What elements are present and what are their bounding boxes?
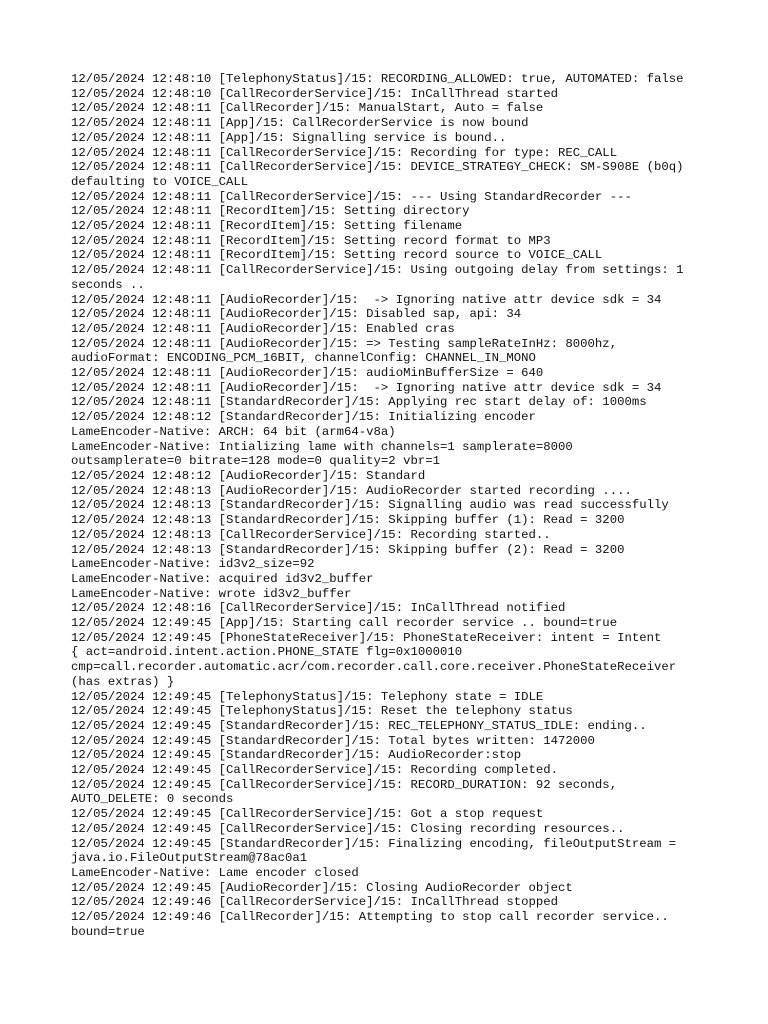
log-line: 12/05/2024 12:49:45 [TelephonyStatus]/15: Reset the telephony status — [71, 704, 573, 719]
log-line: LameEncoder-Native: Intializing lame with channels=1 samplerate=8000 — [71, 439, 573, 454]
log-line: 12/05/2024 12:48:16 [CallRecorderService]/15: InCallThread notified — [71, 601, 566, 616]
log-line: 12/05/2024 12:48:11 [CallRecorderService]/15: Recording for type: REC_CALL — [71, 145, 618, 160]
log-line: AUTO_DELETE: 0 seconds — [71, 792, 234, 807]
log-line: 12/05/2024 12:48:11 [CallRecorderService]/15: Using outgoing delay from settings: 1 — [71, 263, 684, 278]
log-line: 12/05/2024 12:48:11 [CallRecorder]/15: ManualStart, Auto = false — [71, 101, 544, 116]
log-line: 12/05/2024 12:49:45 [CallRecorderService]/15: Recording completed. — [71, 763, 559, 778]
log-line: 12/05/2024 12:49:45 [StandardRecorder]/15: Total bytes written: 1472000 — [71, 733, 595, 748]
log-line: 12/05/2024 12:48:11 [App]/15: Signalling service is bound.. — [71, 130, 507, 145]
log-line: 12/05/2024 12:48:11 [CallRecorderService]/15: --- Using StandardRecorder --- — [71, 189, 632, 204]
log-line: 12/05/2024 12:49:45 [TelephonyStatus]/15: Telephony state = IDLE — [71, 689, 544, 704]
log-line: { act=android.intent.action.PHONE_STATE flg=0x1000010 — [71, 645, 463, 660]
log-line: 12/05/2024 12:48:13 [CallRecorderService]/15: Recording started.. — [71, 527, 551, 542]
log-line: 12/05/2024 12:48:11 [AudioRecorder]/15: Enabled cras — [71, 321, 455, 336]
log-line: java.io.FileOutputStream@78ac0a1 — [71, 851, 308, 866]
log-line: 12/05/2024 12:49:46 [CallRecorder]/15: Attempting to stop call recorder service.. — [71, 910, 669, 925]
log-line: 12/05/2024 12:48:11 [CallRecorderService]/15: DEVICE_STRATEGY_CHECK: SM-S908E (b0q) — [71, 160, 684, 175]
log-line: LameEncoder-Native: ARCH: 64 bit (arm64-v8a) — [71, 424, 396, 439]
log-line: 12/05/2024 12:49:45 [StandardRecorder]/15: Finalizing encoding, fileOutputStream = — [71, 836, 677, 851]
log-line: 12/05/2024 12:48:11 [AudioRecorder]/15: Disabled sap, api: 34 — [71, 307, 522, 322]
log-line: 12/05/2024 12:48:10 [CallRecorderService]/15: InCallThread started — [71, 86, 559, 101]
log-line: (has extras) } — [71, 674, 175, 689]
log-line: defaulting to VOICE_CALL — [71, 174, 249, 189]
log-line: 12/05/2024 12:49:45 [StandardRecorder]/15: AudioRecorder:stop — [71, 748, 522, 763]
log-line: 12/05/2024 12:48:13 [StandardRecorder]/15: Skipping buffer (1): Read = 3200 — [71, 513, 625, 528]
log-line: 12/05/2024 12:48:10 [TelephonyStatus]/15: RECORDING_ALLOWED: true, AUTOMATED: false — [71, 72, 684, 86]
log-line: 12/05/2024 12:48:11 [AudioRecorder]/15: => Testing sampleRateInHz: 8000hz, — [71, 336, 618, 351]
log-line: 12/05/2024 12:49:45 [App]/15: Starting call recorder service .. bound=true — [71, 616, 618, 631]
log-line: 12/05/2024 12:48:11 [AudioRecorder]/15: audioMinBufferSize = 640 — [71, 366, 544, 381]
log-line: 12/05/2024 12:49:45 [CallRecorderService]/15: RECORD_DURATION: 92 seconds, — [71, 777, 618, 792]
log-line: 12/05/2024 12:48:11 [RecordItem]/15: Setting record source to VOICE_CALL — [71, 248, 603, 263]
log-line: 12/05/2024 12:48:11 [App]/15: CallRecorderService is now bound — [71, 116, 529, 131]
log-line: 12/05/2024 12:48:11 [AudioRecorder]/15: -> Ignoring native attr device sdk = 34 — [71, 380, 662, 395]
log-line: 12/05/2024 12:48:11 [RecordItem]/15: Setting filename — [71, 219, 463, 234]
log-line: 12/05/2024 12:48:12 [StandardRecorder]/15: Initializing encoder — [71, 410, 536, 425]
log-line: audioFormat: ENCODING_PCM_16BIT, channelConfig: CHANNEL_IN_MONO — [71, 351, 536, 366]
log-line: 12/05/2024 12:49:46 [CallRecorderService]/15: InCallThread stopped — [71, 895, 559, 910]
log-line: 12/05/2024 12:48:11 [AudioRecorder]/15: -> Ignoring native attr device sdk = 34 — [71, 292, 662, 307]
log-line: 12/05/2024 12:48:13 [StandardRecorder]/15: Signalling audio was read successfully — [71, 498, 669, 513]
log-line: 12/05/2024 12:49:45 [StandardRecorder]/15: REC_TELEPHONY_STATUS_IDLE: ending.. — [71, 718, 647, 733]
log-line: 12/05/2024 12:48:11 [RecordItem]/15: Setting record format to MP3 — [71, 233, 551, 248]
log-line: 12/05/2024 12:48:13 [AudioRecorder]/15: AudioRecorder started recording .... — [71, 483, 632, 498]
log-line: seconds .. — [71, 277, 145, 292]
log-line: 12/05/2024 12:48:11 [RecordItem]/15: Setting directory — [71, 204, 470, 219]
log-line: LameEncoder-Native: Lame encoder closed — [71, 865, 359, 880]
log-line: LameEncoder-Native: acquired id3v2_buffer — [71, 571, 374, 586]
log-line: 12/05/2024 12:49:45 [PhoneStateReceiver]/15: PhoneStateReceiver: intent = Intent — [71, 630, 662, 645]
log-line: cmp=call.recorder.automatic.acr/com.recorder.call.core.receiver.PhoneStateReceiver — [71, 660, 677, 675]
log-line: LameEncoder-Native: wrote id3v2_buffer — [71, 586, 352, 601]
log-line: outsamplerate=0 bitrate=128 mode=0 quality=2 vbr=1 — [71, 454, 440, 469]
log-line: 12/05/2024 12:49:45 [CallRecorderService]/15: Closing recording resources.. — [71, 821, 625, 836]
log-line: bound=true — [71, 924, 145, 939]
log-line: 12/05/2024 12:48:11 [StandardRecorder]/15: Applying rec start delay of: 1000ms — [71, 395, 647, 410]
log-line: 12/05/2024 12:48:13 [StandardRecorder]/15: Skipping buffer (2): Read = 3200 — [71, 542, 625, 557]
log-line: 12/05/2024 12:49:45 [CallRecorderService]/15: Got a stop request — [71, 807, 544, 822]
log-line: LameEncoder-Native: id3v2_size=92 — [71, 557, 315, 572]
log-text-block — [71, 72, 711, 939]
log-line: 12/05/2024 12:48:12 [AudioRecorder]/15: Standard — [71, 468, 426, 483]
log-line: 12/05/2024 12:49:45 [AudioRecorder]/15: Closing AudioRecorder object — [71, 880, 573, 895]
